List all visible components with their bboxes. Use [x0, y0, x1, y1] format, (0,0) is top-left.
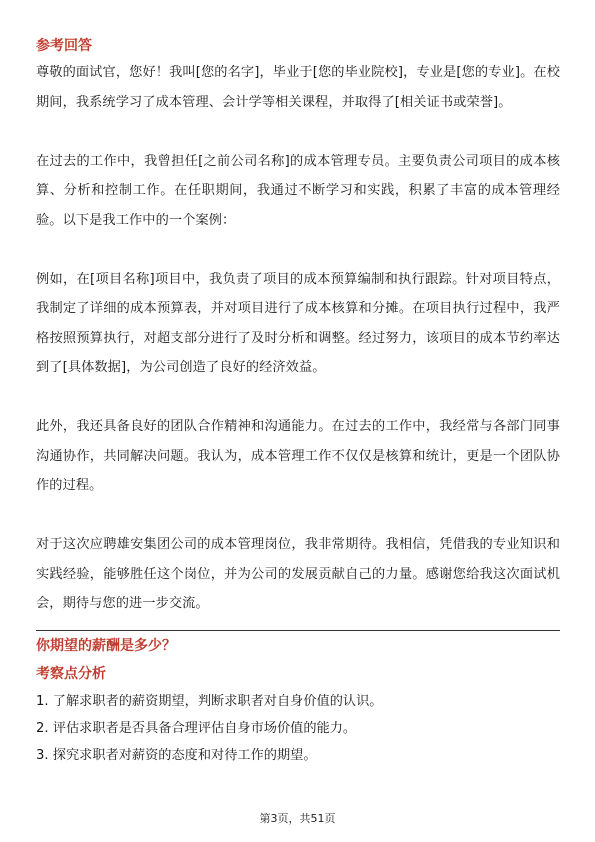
answer-paragraph-4: 此外，我还具备良好的团队合作精神和沟通能力。在过去的工作中，我经常与各部门同事沟通协作，共同解决问题。我认为，成本管理工作不仅仅是核算和统计，更是一个团队协作的过程。 [36, 419, 560, 493]
analysis-point-2: 2. 评估求职者是否具备合理评估自身市场价值的能力。 [36, 720, 357, 736]
analysis-heading: 考察点分析 [36, 665, 106, 682]
answer-paragraph-2: 在过去的工作中，我曾担任[之前公司名称]的成本管理专员。主要负责公司项目的成本核算、分析和控制工作。在任职期间，我通过不断学习和实践，积累了丰富的成本管理经验。以下是我工作中的一个案例： [36, 153, 560, 228]
analysis-point-list [36, 688, 560, 769]
answer-paragraph-5: 对于这次应聘雄安集团公司的成本管理岗位，我非常期待。我相信，凭借我的专业知识和实践经验，能够胜任这个岗位，并为公司的发展贡献自己的力量。感谢您给我这次面试机会，期待与您的进一步交流。 [36, 537, 560, 611]
reference-answer-heading: 参考回答 [36, 38, 92, 54]
section-divider [36, 630, 560, 631]
page-number-footer: 第3页，共51页 [259, 812, 336, 825]
answer-paragraph-1: 尊敬的面试官，您好！我叫[您的名字]，毕业于[您的毕业院校]，专业是[您的专业]。在校期间，我系统学习了成本管理、会计学等相关课程，并取得了[相关证书或荣誉]。 [36, 65, 560, 110]
document-page [36, 30, 560, 769]
answer-paragraph-3: 例如，在[项目名称]项目中，我负责了项目的成本预算编制和执行跟踪。针对项目特点，我制定了详细的成本预算表，并对项目进行了成本核算和分摊。在项目执行过程中，我严格按照预算执行，对超支部分进行了及时分析和调整。经过努力，该项目的成本节约率达到了[具体数据]，为公司创造了良好的经济效益。 [36, 271, 560, 375]
question-title: 你期望的薪酬是多少？ [36, 637, 176, 654]
analysis-point-3: 3. 探究求职者对薪资的态度和对待工作的期望。 [36, 747, 317, 763]
analysis-point-1: 1. 了解求职者的薪资期望，判断求职者对自身价值的认识。 [36, 693, 383, 709]
